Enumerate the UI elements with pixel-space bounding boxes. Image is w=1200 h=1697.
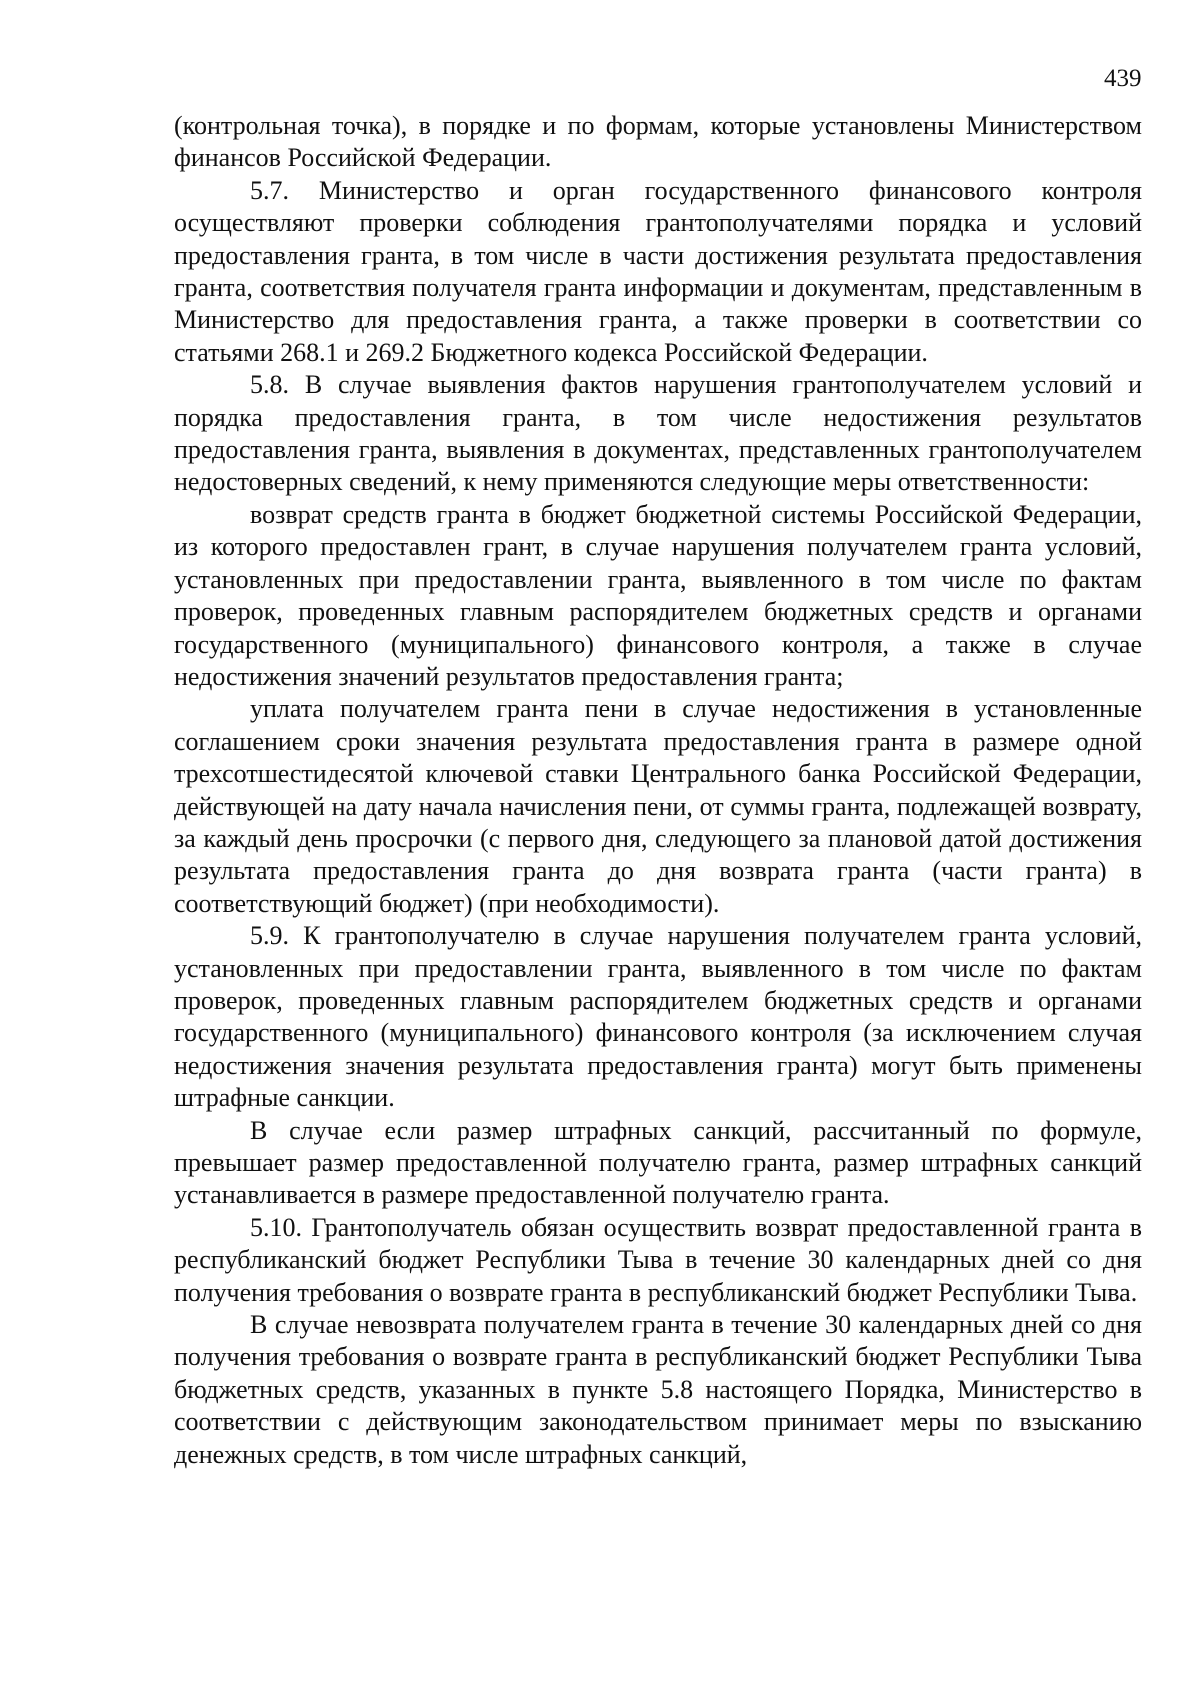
document-body: [174, 110, 1142, 1471]
page-number: 439: [1104, 65, 1142, 92]
paragraph-measure-refund: возврат средств гранта в бюджет бюджетной системы Российской Федерации, из которого предоставлен грант, в случае нарушения получателем гранта условий, установленных при предоставлении гранта, выявленного в том числе по фактам проверок, проведенных главным распорядителем бюджетных средств и органами государственного (муниципального) финансового контроля, а также в случае недостижения значений результатов предоставления гранта;: [174, 499, 1142, 691]
paragraph-non-return: В случае невозврата получателем гранта в течение 30 календарных дней со дня получения требования о возврате гранта в республиканский бюджет Республики Тыва бюджетных средств, указанных в пункте 5.8 настоящего Порядка, Министерство в соответствии с действующим законодательством принимает меры по взысканию денежных средств, в том числе штрафных санкций,: [174, 1310, 1142, 1469]
paragraph-fine-limit: В случае если размер штрафных санкций, рассчитанный по формуле, превышает размер предоставленной получателю гранта, размер штрафных санкций устанавливается в размере предоставленной получателю гранта.: [174, 1115, 1142, 1210]
paragraph-5-7: 5.7. Министерство и орган государственного финансового контроля осуществляют проверки соблюдения грантополучателями порядка и условий предоставления гранта, в том числе в части достижения результата предоставления гранта, соответствия получателя гранта информации и документам, представленным в Министерство для предоставления гранта, а также проверки в соответствии со статьями 268.1 и 269.2 Бюджетного кодекса Российской Федерации.: [174, 175, 1142, 367]
paragraph-5-10: 5.10. Грантополучатель обязан осуществить возврат предоставленной гранта в республиканский бюджет Республики Тыва в течение 30 календарных дней со дня получения требования о возврате гранта в республиканский бюджет Республики Тыва.: [174, 1212, 1142, 1307]
paragraph-5-8: 5.8. В случае выявления фактов нарушения грантополучателем условий и порядка предоставления гранта, в том числе недостижения результатов предоставления гранта, выявления в документах, представленных грантополучателем недостоверных сведений, к нему применяются следующие меры ответственности:: [174, 370, 1142, 497]
paragraph-5-9: 5.9. К грантополучателю в случае нарушения получателем гранта условий, установленных при предоставлении гранта, выявленного в том числе по фактам проверок, проведенных главным распорядителем бюджетных средств и органами государственного (муниципального) финансового контроля (за исключением случая недостижения значения результата предоставления гранта) могут быть применены штрафные санкции.: [174, 921, 1142, 1113]
paragraph-measure-penalty: уплата получателем гранта пени в случае недостижения в установленные соглашением сроки значения результата предоставления гранта в размере одной трехсотшестидесятой ключевой ставки Центрального банка Российской Федерации, действующей на дату начала начисления пени, от суммы гранта, подлежащей возврату, за каждый день просрочки (с первого дня, следующего за плановой датой достижения результата предоставления гранта до дня возврата гранта (части гранта) в соответствующий бюджет) (при необходимости).: [174, 694, 1142, 918]
paragraph-continuation: (контрольная точка), в порядке и по формам, которые установлены Министерством финансов Российской Федерации.: [174, 111, 1142, 173]
